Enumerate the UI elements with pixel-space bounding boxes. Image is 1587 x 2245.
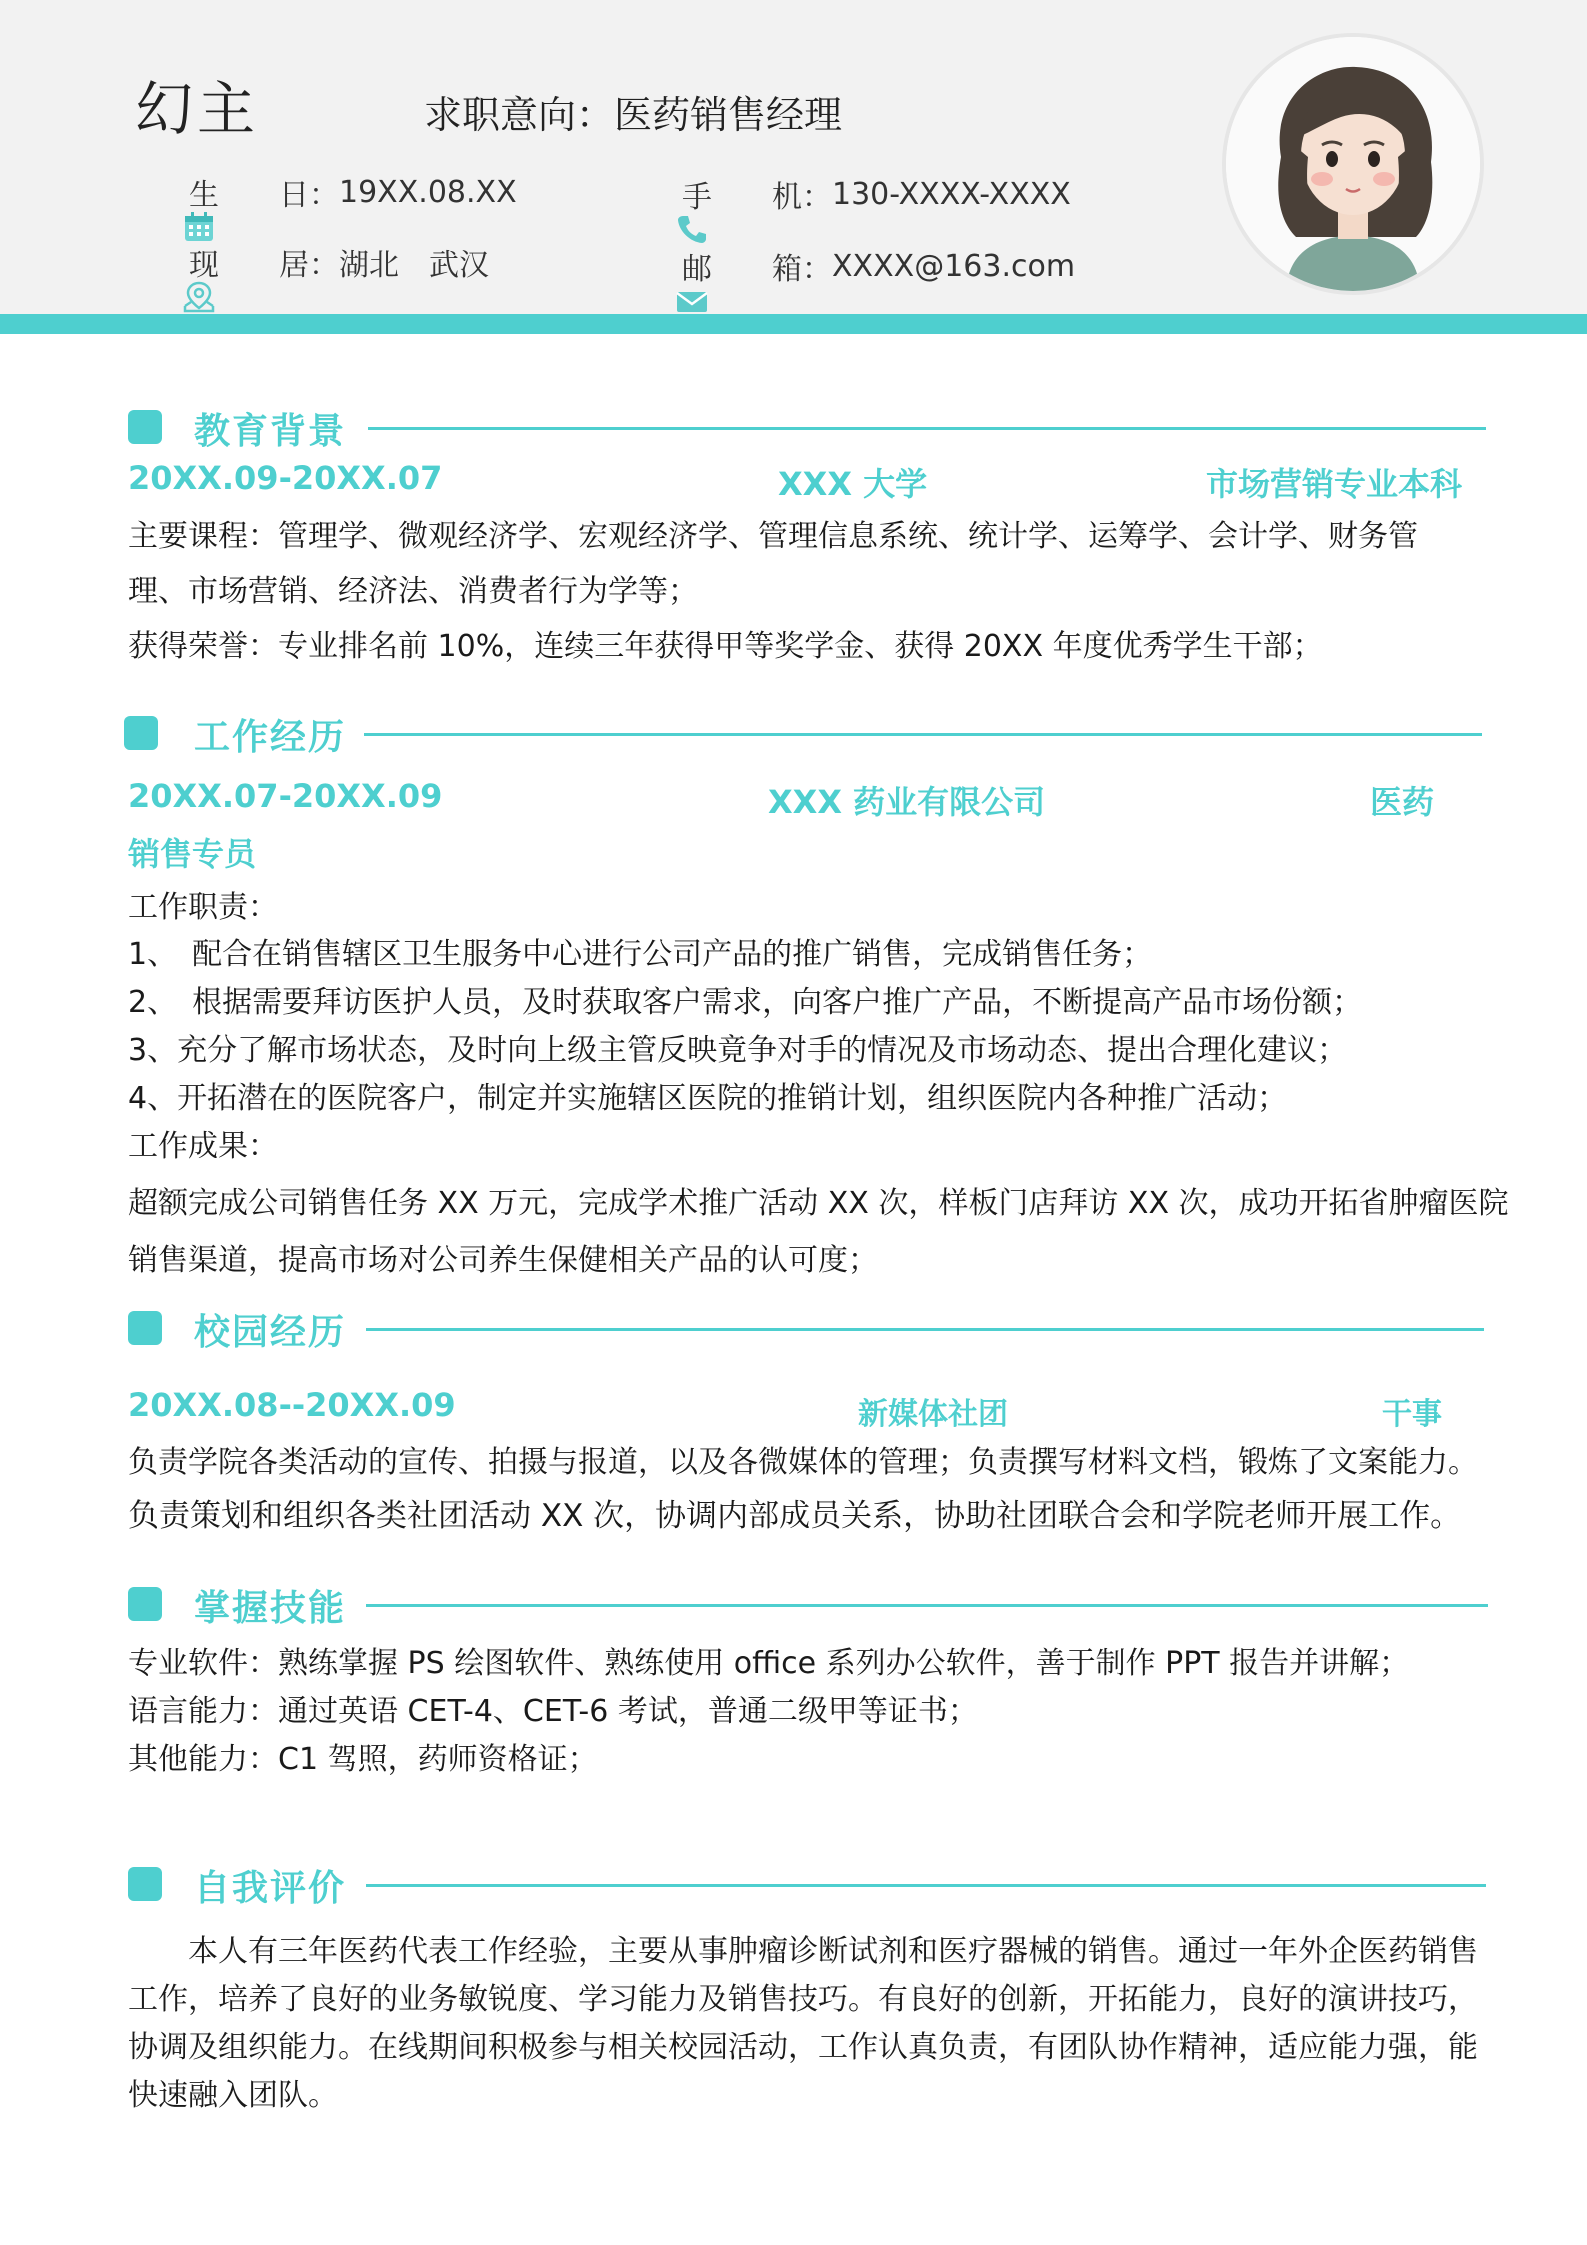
birth-row: [125, 170, 517, 214]
residence-label-2: 居：: [279, 248, 339, 283]
work-role-part-2: 销售专员: [128, 835, 257, 873]
section-marker: [128, 1311, 162, 1345]
education-period: 20XX.09-20XX.07: [128, 459, 443, 497]
section-title: 校园经历: [194, 1312, 347, 1353]
header: [0, 0, 1587, 314]
section-rule: [366, 1328, 1484, 1331]
work-duties-label: 工作职责：: [128, 890, 278, 925]
section-self-evaluation-heading: [128, 1864, 1458, 1909]
work-duty-4: 4、开拓潜在的医院客户，制定并实施辖区医院的推销计划，组织医院内各种推广活动；: [128, 1081, 1288, 1116]
section-work-heading: [124, 713, 1454, 758]
work-role-part-1: 医药: [1370, 783, 1435, 821]
section-rule: [366, 1604, 1488, 1607]
job-objective: 求职意向：医药销售经理: [424, 93, 843, 137]
section-title: 教育背景: [194, 411, 347, 452]
education-school: XXX 大学: [778, 465, 928, 503]
section-rule: [368, 427, 1486, 430]
residence-label-1: 现: [189, 248, 219, 283]
section-marker: [128, 410, 162, 444]
work-company: XXX 药业有限公司: [768, 783, 1046, 821]
email-row: [618, 244, 1075, 288]
section-marker: [128, 1587, 162, 1621]
email-value: XXXX@163.com: [832, 248, 1076, 284]
email-label-2: 箱：: [772, 252, 832, 287]
section-skills-heading: [128, 1584, 1458, 1629]
section-title: 自我评价: [194, 1868, 347, 1909]
campus-period: 20XX.08--20XX.09: [128, 1386, 456, 1424]
work-result-line-2: 销售渠道，提高市场对公司养生保健相关产品的认可度；: [128, 1243, 878, 1278]
self-evaluation-line-3: 协调及组织能力。在线期间积极参与相关校园活动，工作认真负责，有团队协作精神，适应能力强，能: [128, 2030, 1478, 2065]
campus-organization: 新媒体社团: [858, 1397, 1008, 1432]
residence-row: [125, 240, 489, 284]
birth-value: 19XX.08.XX: [339, 174, 517, 210]
campus-line-2: 负责策划和组织各类社团活动 XX 次，协调内部成员关系，协助社团联合会和学院老师开展工作。: [128, 1498, 1462, 1534]
skills-language: 语言能力：通过英语 CET-4、CET-6 考试，普通二级甲等证书；: [128, 1694, 978, 1729]
section-title: 掌握技能: [194, 1588, 347, 1629]
section-education-heading: [128, 407, 1458, 452]
header-accent-bar: [0, 314, 1587, 334]
campus-role: 干事: [1382, 1397, 1442, 1432]
work-results-label: 工作成果：: [128, 1129, 278, 1164]
work-period: 20XX.07-20XX.09: [128, 777, 443, 815]
residence-value: 湖北 武汉: [339, 248, 489, 283]
skills-other: 其他能力：C1 驾照，药师资格证；: [128, 1742, 598, 1777]
work-duty-1: 1、 配合在销售辖区卫生服务中心进行公司产品的推广销售，完成销售任务；: [128, 937, 1153, 972]
phone-label-1: 手: [682, 180, 712, 215]
phone-value: 130-XXXX-XXXX: [832, 176, 1071, 212]
education-honors: 获得荣誉：专业排名前 10%，连续三年获得甲等奖学金、获得 20XX 年度优秀学生干部；: [128, 629, 1323, 664]
section-title: 工作经历: [194, 717, 347, 758]
location-pin-icon: [125, 245, 159, 279]
section-rule: [364, 733, 1482, 736]
campus-line-1: 负责学院各类活动的宣传、拍摄与报道，以及各微媒体的管理；负责撰写材料文档，锻炼了文案能力。: [128, 1445, 1478, 1480]
birth-label-2: 日：: [279, 178, 339, 213]
phone-icon: [618, 177, 652, 211]
birth-label-1: 生: [189, 178, 219, 213]
work-duty-2: 2、 根据需要拜访医护人员，及时获取客户需求，向客户推广产品，不断提高产品市场份额；: [128, 985, 1363, 1020]
education-major: 市场营销专业本科: [1206, 465, 1463, 503]
section-marker: [124, 716, 158, 750]
section-campus-heading: [128, 1308, 1458, 1353]
section-rule: [366, 1884, 1486, 1887]
section-marker: [128, 1867, 162, 1901]
self-evaluation-line-1: 本人有三年医药代表工作经验，主要从事肿瘤诊断试剂和医疗器械的销售。通过一年外企医药销售: [128, 1934, 1478, 1969]
phone-row: [618, 172, 1071, 216]
self-evaluation-line-2: 工作，培养了良好的业务敏锐度、学习能力及销售技巧。有良好的创新，开拓能力，良好的演讲技巧，: [128, 1982, 1478, 2017]
skills-software: 专业软件：熟练掌握 PS 绘图软件、熟练使用 office 系列办公软件，善于制作 PPT 报告并讲解；: [128, 1646, 1410, 1681]
education-courses-line-2: 理、市场营销、经济法、消费者行为学等；: [128, 574, 698, 609]
email-label-1: 邮: [682, 252, 712, 287]
work-result-line-1: 超额完成公司销售任务 XX 万元，完成学术推广活动 XX 次，样板门店拜访 XX 次，成功开拓省肿瘤医院: [128, 1186, 1509, 1221]
self-evaluation-line-4: 快速融入团队。: [128, 2078, 338, 2113]
envelope-icon: [618, 249, 652, 283]
work-duty-3: 3、充分了解市场状态，及时向上级主管反映竟争对手的情况及市场动态、提出合理化建议；: [128, 1033, 1348, 1068]
education-courses-line-1: 主要课程：管理学、微观经济学、宏观经济学、管理信息系统、统计学、运筹学、会计学、财务管: [128, 519, 1418, 554]
calendar-icon: [125, 175, 159, 209]
avatar: [1222, 33, 1484, 295]
phone-label-2: 机：: [772, 180, 832, 215]
candidate-name: 幻主: [135, 75, 260, 143]
